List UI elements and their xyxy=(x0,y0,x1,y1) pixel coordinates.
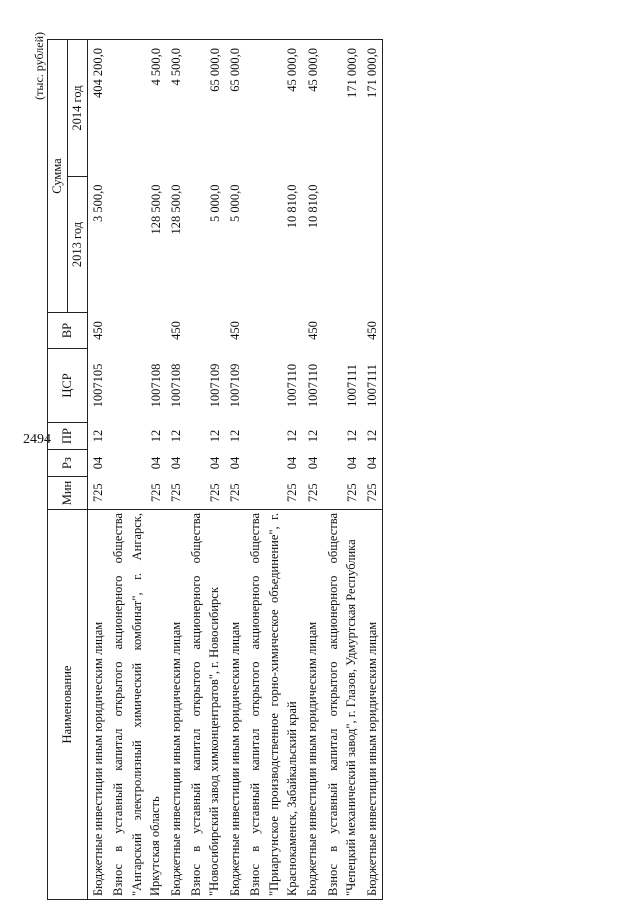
vr-cell: 450 xyxy=(305,321,320,340)
rz-cell: 04 xyxy=(344,456,359,470)
amount-2013-cell xyxy=(362,177,383,313)
pr-cell: 12 xyxy=(344,429,359,443)
pr-cell: 12 xyxy=(362,423,383,450)
rz-cell: 04 xyxy=(169,456,184,470)
csr-cell: 1007109 xyxy=(228,363,243,408)
name-cell: Бюджетные инвестиции иным юридическим лицам xyxy=(302,510,322,900)
amount-2014-cell: 65 000,0 xyxy=(186,40,225,177)
pr-cell: 12 xyxy=(285,429,300,443)
csr-cell: 1007111 xyxy=(344,364,359,407)
pr-cell: 12 xyxy=(148,429,163,443)
amount-2014-cell: 171 000,0 xyxy=(362,40,383,177)
amount-2014-cell: 4 500,0 xyxy=(166,40,186,177)
table-row xyxy=(166,40,186,900)
amount-2013-cell: 10 810,0 xyxy=(285,184,300,229)
vr-cell xyxy=(186,313,225,349)
amount-2013-cell: 128 500,0 xyxy=(169,184,184,235)
pr-cell: 12 xyxy=(207,429,222,443)
pr-cell: 12 xyxy=(305,429,320,443)
pr-cell: 12 xyxy=(228,429,243,443)
table-row xyxy=(88,40,109,900)
header-2013: 2013 год xyxy=(68,177,88,313)
rz-cell: 04 xyxy=(91,456,106,470)
min-cell: 725 xyxy=(148,483,163,503)
units-label: (тыс. рублей) xyxy=(32,32,46,100)
amount-2013-cell xyxy=(323,177,362,313)
vr-cell: 450 xyxy=(228,321,243,340)
amount-2014-cell: 65 000,0 xyxy=(225,40,245,177)
table-row xyxy=(323,40,362,900)
vr-cell xyxy=(245,313,302,349)
name-cell: Взнос в уставный капитал открытого акционерного общества "Чепецкий механический завод", г. Глазов, Удмуртская Республика xyxy=(323,510,362,900)
name-cell: Бюджетные инвестиции иным юридическим лицам xyxy=(88,510,109,900)
rz-cell: 04 xyxy=(207,456,222,470)
table-row xyxy=(362,40,383,900)
vr-cell xyxy=(323,313,362,349)
pr-cell: 12 xyxy=(91,429,106,443)
amount-2013-cell: 10 810,0 xyxy=(305,184,320,229)
amount-2014-cell: 45 000,0 xyxy=(302,40,322,177)
amount-2013-cell: 3 500,0 xyxy=(91,184,106,222)
min-cell: 725 xyxy=(169,483,184,503)
header-name: Наименование xyxy=(48,510,88,900)
name-cell: Бюджетные инвестиции иным юридическим лицам xyxy=(166,510,186,900)
min-cell: 725 xyxy=(207,483,222,503)
table-row xyxy=(245,40,302,900)
amount-2014-cell: 171 000,0 xyxy=(323,40,362,177)
amount-2014-cell: 4 500,0 xyxy=(108,40,165,177)
csr-cell: 1007108 xyxy=(148,363,163,408)
amount-2014-cell: 45 000,0 xyxy=(245,40,302,177)
vr-cell: 450 xyxy=(169,321,184,340)
amount-2013-cell: 5 000,0 xyxy=(228,184,243,222)
table-row xyxy=(186,40,225,900)
vr-cell: 450 xyxy=(362,313,383,349)
header-min: Мин xyxy=(48,477,88,510)
name-cell: Взнос в уставный капитал открытого акционерного общества "Новосибирский завод химконцентратов", г. Новосибирск xyxy=(186,510,225,900)
table-row xyxy=(225,40,245,900)
min-cell: 725 xyxy=(285,483,300,503)
min-cell: 725 xyxy=(362,477,383,510)
csr-cell: 1007110 xyxy=(305,363,320,408)
min-cell: 725 xyxy=(91,483,106,503)
page-number: 2494 xyxy=(23,432,51,447)
pr-cell: 12 xyxy=(169,429,184,443)
vr-cell: 450 xyxy=(91,321,106,340)
name-cell: Бюджетные инвестиции иным юридическим лицам xyxy=(362,510,383,900)
csr-cell: 1007111 xyxy=(362,349,383,423)
table-row xyxy=(108,40,165,900)
amount-2013-cell: 128 500,0 xyxy=(148,184,163,235)
rz-cell: 04 xyxy=(362,450,383,477)
amount-2014-cell: 404 200,0 xyxy=(88,40,109,177)
min-cell: 725 xyxy=(305,483,320,503)
vr-cell xyxy=(108,313,165,349)
header-rz: Рз xyxy=(48,450,88,477)
min-cell: 725 xyxy=(344,483,359,503)
min-cell: 725 xyxy=(228,483,243,503)
header-csr: ЦСР xyxy=(48,349,88,423)
amount-2013-cell: 5 000,0 xyxy=(207,184,222,222)
csr-cell: 1007105 xyxy=(91,363,106,408)
name-cell: Взнос в уставный капитал открытого акционерного общества "Ангарский электролизный химический комбинат", г. Ангарск, Иркутская область xyxy=(108,510,165,900)
rz-cell: 04 xyxy=(228,456,243,470)
name-cell: Взнос в уставный капитал открытого акционерного общества "Приаргунское производственное горно-химическое объединение", г. Краснокаменск, Забайкальский край xyxy=(245,510,302,900)
rz-cell: 04 xyxy=(148,456,163,470)
csr-cell: 1007109 xyxy=(207,363,222,408)
header-pr: ПР xyxy=(48,423,88,450)
csr-cell: 1007108 xyxy=(169,363,184,408)
rz-cell: 04 xyxy=(285,456,300,470)
header-2014: 2014 год xyxy=(68,40,88,177)
table-body xyxy=(88,40,383,900)
rotated-table-sheet xyxy=(30,30,550,900)
name-cell: Бюджетные инвестиции иным юридическим лицам xyxy=(225,510,245,900)
header-vr: ВР xyxy=(48,313,88,349)
rz-cell: 04 xyxy=(305,456,320,470)
header-sum: Сумма xyxy=(48,40,68,313)
budget-table xyxy=(47,39,383,900)
csr-cell: 1007110 xyxy=(285,363,300,408)
table-row xyxy=(302,40,322,900)
